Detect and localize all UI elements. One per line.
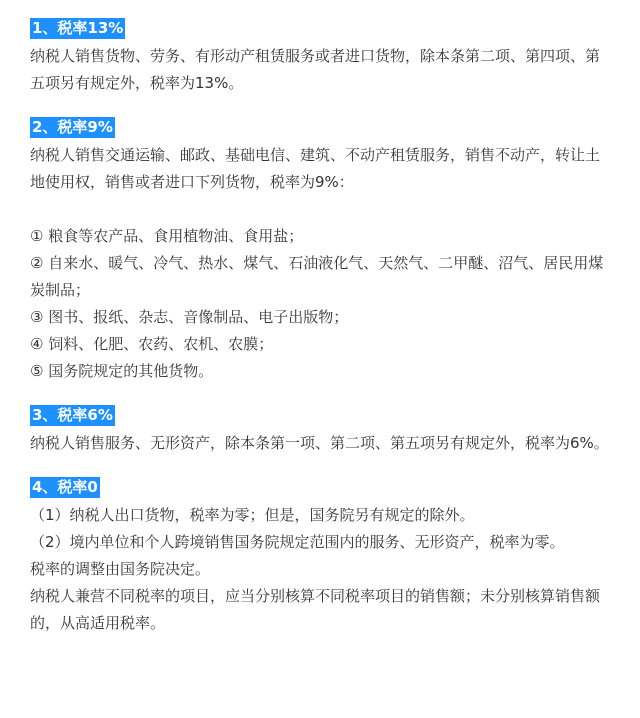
section-heading: 4、税率0 — [32, 478, 98, 496]
list-item: ① 粮食等农产品、食用植物油、食用盐； — [30, 227, 304, 245]
paragraph: 纳税人兼营不同税率的项目，应当分别核算不同税率项目的销售额；未分别核算销售额的，从高适用税率。 — [30, 587, 601, 632]
blank-line — [30, 196, 610, 223]
list-item: ③ 图书、报纸、杂志、音像制品、电子出版物； — [30, 308, 349, 326]
paragraph: （1）纳税人出口货物，税率为零；但是，国务院另有规定的除外。 — [30, 506, 475, 524]
list-item: ⑤ 国务院规定的其他货物。 — [30, 362, 214, 380]
list-item: ④ 饲料、化肥、农药、农机、农膜； — [30, 335, 274, 353]
section-heading: 3、税率6% — [32, 406, 113, 424]
paragraph: 纳税人销售交通运输、邮政、基础电信、建筑、不动产租赁服务，销售不动产，转让土地使用权，销售或者进口下列货物，税率为9%： — [30, 146, 601, 191]
section-heading: 1、税率13% — [32, 19, 124, 37]
paragraph: 税率的调整由国务院决定。 — [30, 560, 211, 578]
paragraph: 纳税人销售服务、无形资产，除本条第一项、第二项、第五项另有规定外，税率为6%。 — [30, 434, 609, 452]
section-rate-9 — [30, 117, 610, 385]
paragraph: （2）境内单位和个人跨境销售国务院规定范围内的服务、无形资产，税率为零。 — [30, 533, 565, 551]
section-rate-6 — [30, 405, 610, 457]
section-rate-0 — [30, 477, 610, 637]
paragraph: 纳税人销售货物、劳务、有形动产租赁服务或者进口货物，除本条第二项、第四项、第五项另有规定外，税率为13%。 — [30, 47, 601, 92]
section-heading: 2、税率9% — [32, 118, 113, 136]
section-rate-13 — [30, 18, 610, 97]
list-item: ② 自来水、暖气、冷气、热水、煤气、石油液化气、天然气、二甲醚、沼气、居民用煤炭制品； — [30, 254, 604, 299]
